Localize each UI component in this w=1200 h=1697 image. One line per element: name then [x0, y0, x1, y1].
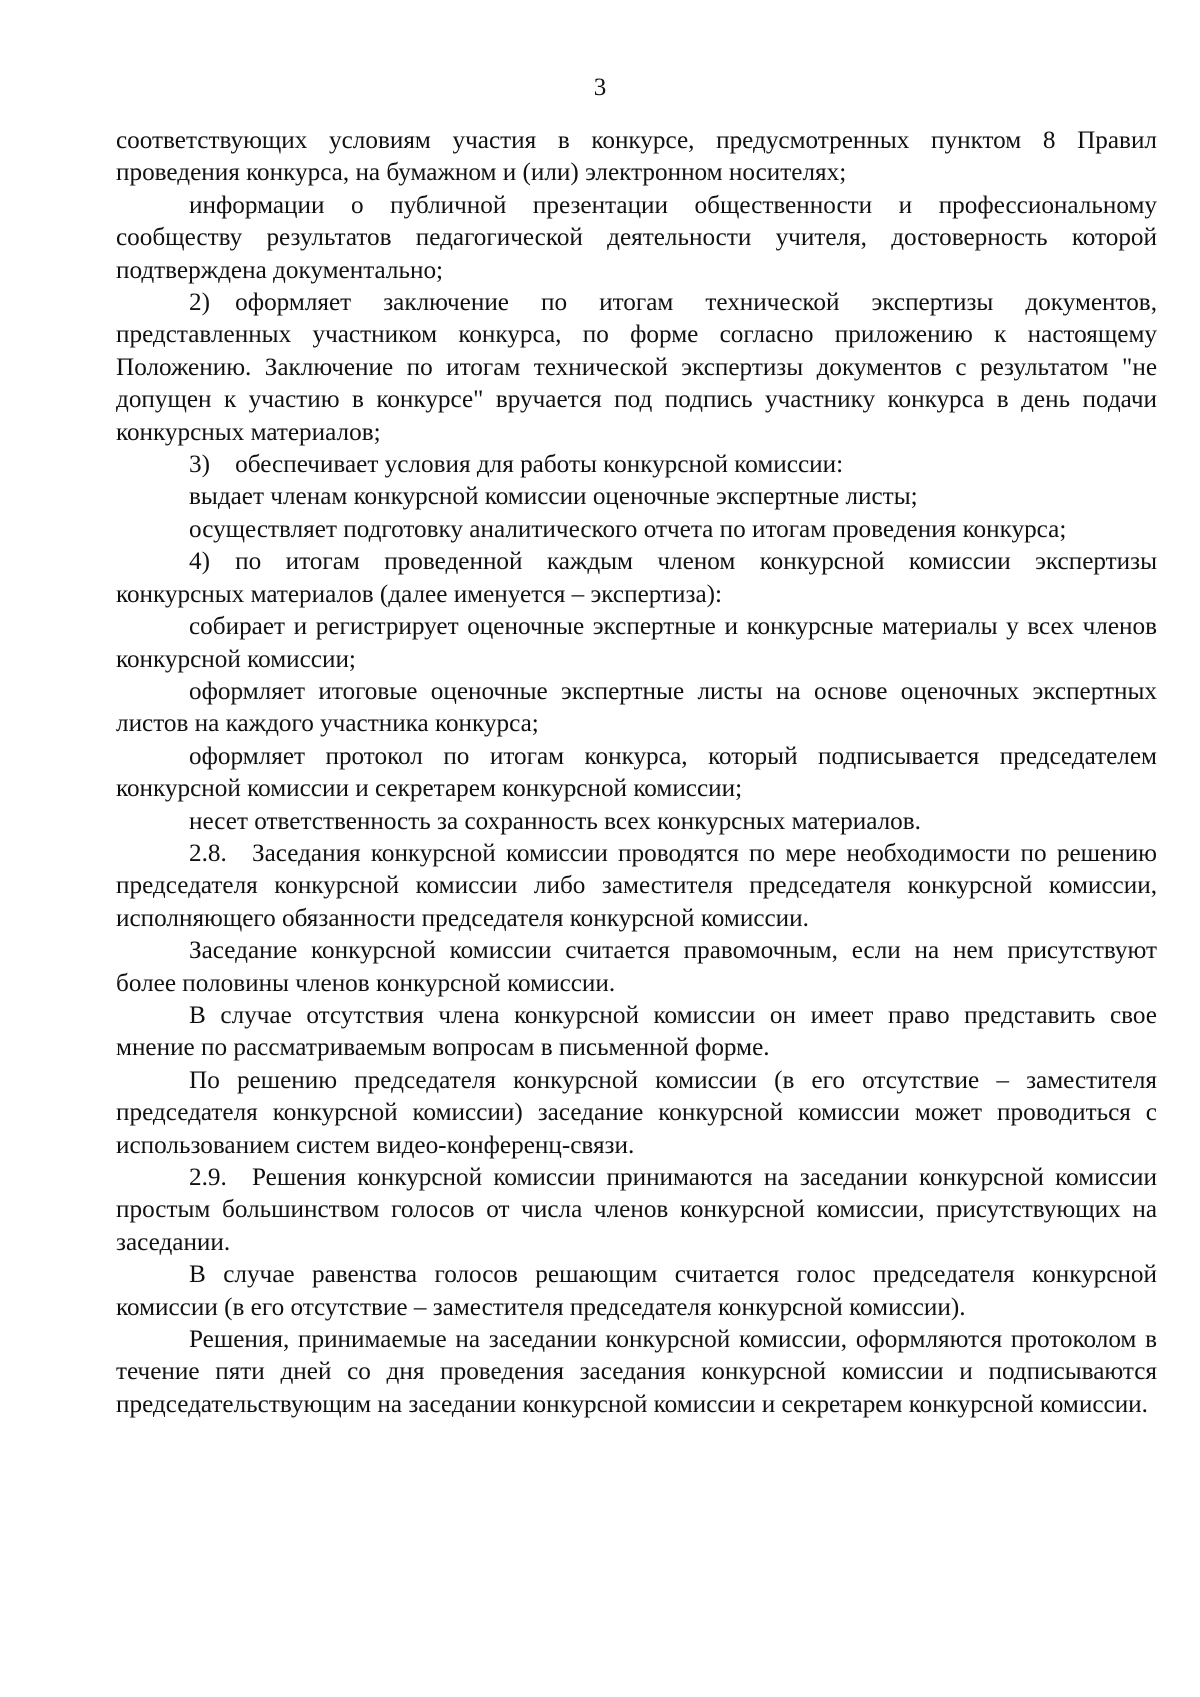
paragraph-8: собирает и регистрирует оценочные экспертные и конкурсные материалы у всех членов конкурсной комиссии; [116, 613, 1157, 673]
page-number: 3 [593, 74, 607, 101]
paragraph-9: оформляет итоговые оценочные экспертные листы на основе оценочных экспертных листов на каждого участника конкурса; [116, 677, 1157, 738]
paragraph-14: В случае отсутствия члена конкурсной комиссии он имеет право представить свое мнение по рассматриваемым вопросам в письменной форме. [116, 1001, 1157, 1062]
paragraph-4: 3) обеспечивает условия для работы конкурсной комиссии: [189, 451, 844, 479]
paragraph-17: В случае равенства голосов решающим считается голос председателя конкурсной комиссии (в его отсутствие – заместителя председателя конкурсной комиссии). [116, 1261, 1157, 1321]
document-body [116, 125, 1157, 1421]
paragraph-3: 2) оформляет заключение по итогам технической экспертизы документов, представленных участником конкурса, по форме согласно приложению к настоящему Положению. Заключение по итогам технической экспертизы документов с результатом "не допущен к участию в конкурсе" вручается под подпись участнику конкурса в день подачи конкурсных материалов; [116, 289, 1157, 446]
paragraph-2: информации о публичной презентации общественности и профессиональному сообществу результатов педагогической деятельности учителя, достоверность которой подтверждена документально; [116, 191, 1157, 284]
paragraph-15: По решению председателя конкурсной комиссии (в его отсутствие – заместителя председателя конкурсной комиссии) заседание конкурсной комиссии может проводиться с использованием систем видео-конференц-связи. [116, 1066, 1157, 1159]
paragraph-16: 2.9. Решения конкурсной комиссии принимаются на заседании конкурсной комиссии простым большинством голосов от числа членов конкурсной комиссии, присутствующих на заседании. [116, 1164, 1157, 1256]
paragraph-12: 2.8. Заседания конкурсной комиссии проводятся по мере необходимости по решению председателя конкурсной комиссии либо заместителя председателя конкурсной комиссии, исполняющего обязанности председателя конкурсной комиссии. [116, 839, 1157, 932]
paragraph-1: соответствующих условиям участия в конкурсе, предусмотренных пунктом 8 Правил проведения конкурса, на бумажном и (или) электронном носителях; [116, 127, 1157, 187]
paragraph-7: 4) по итогам проведенной каждым членом конкурсной комиссии экспертизы конкурсных материалов (далее именуется – экспертиза): [116, 548, 1157, 608]
paragraph-13: Заседание конкурсной комиссии считается правомочным, если на нем присутствуют более половины членов конкурсной комиссии. [116, 937, 1157, 997]
paragraph-6: осуществляет подготовку аналитического отчета по итогам проведения конкурса; [189, 515, 1067, 543]
paragraph-18: Решения, принимаемые на заседании конкурсной комиссии, оформляются протоколом в течение пяти дней со дня проведения заседания конкурсной комиссии и подписываются председательствующим на заседании конкурсной комиссии и секретарем конкурсной комиссии. [116, 1326, 1157, 1418]
paragraph-11: несет ответственность за сохранность всех конкурсных материалов. [189, 807, 921, 835]
paragraph-5: выдает членам конкурсной комиссии оценочные экспертные листы; [189, 483, 918, 511]
paragraph-10: оформляет протокол по итогам конкурса, который подписывается председателем конкурсной комиссии и секретарем конкурсной комиссии; [116, 742, 1157, 803]
